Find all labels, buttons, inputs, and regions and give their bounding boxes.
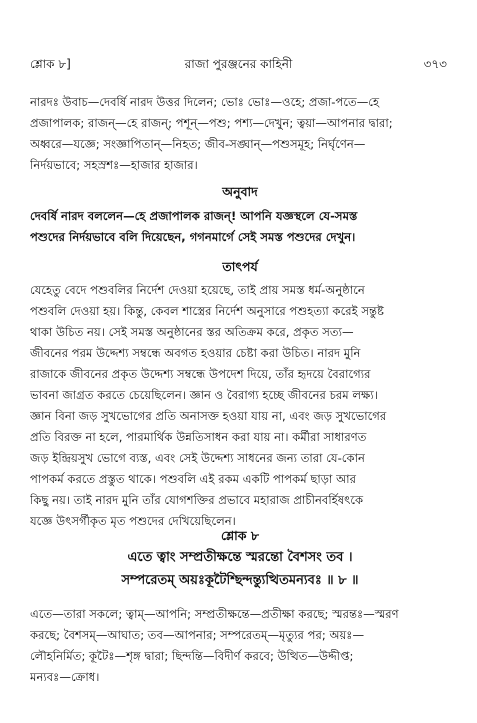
purport-line: জ্ঞান বিনা জড় সুখভোগের প্রতি অনাসক্ত হওয়া যায় না, এবং জড় সুখভোগের <box>30 409 387 423</box>
translation-line: পশুদের নির্দয়ভাবে বলি দিয়েছেন, গগনমার্গে সেই সমস্ত পশুদের দেখুন। <box>30 230 356 244</box>
purport-line: কিছু নয়। তাই নারদ মুনি তাঁর যোগশক্তির প্রভাবে মহারাজ প্রাচীনবর্হিষৎকে <box>30 493 364 507</box>
synonym-line: অধ্বরে—যজ্ঞে; সংজ্ঞাপিতান্—নিহত; জীব-সঙ্ঘান্—পশুসমূহ; নির্ঘৃণেন— <box>30 137 366 151</box>
verse-text <box>30 546 450 592</box>
synonyms-top <box>30 92 450 176</box>
purport-line: রাজাকে জীবনের প্রকৃত উদ্দেশ্য সম্বন্ধে উপদেশ দিয়ে, তাঁর হৃদয়ে বৈরাগ্যের <box>30 367 371 381</box>
synonym-line: করছে; বৈশসম্—আঘাত; তব—আপনার; সম্পরেতম্—মৃত্যুর পর; অয়ঃ— <box>30 628 365 642</box>
page-header <box>30 56 447 74</box>
synonym-line: লৌহনির্মিত; কূটৈঃ—শৃঙ্গ দ্বারা; ছিন্দন্তি—বিদীর্ণ করবে; উত্থিত—উদ্দীপ্ত; <box>30 649 354 663</box>
purport-text <box>30 280 450 532</box>
synonym-line: এতে—তারা সকলে; ত্বাম্—আপনি; সম্প্রতীক্ষন্তে—প্রতীক্ষা করছে; স্মরন্তঃ—স্মরণ <box>30 607 399 621</box>
verse-heading: শ্লোক ৮ <box>220 528 260 543</box>
translation-line: দেবর্ষি নারদ বললেন—হে প্রজাপালক রাজন্! আপনি যজ্ঞস্থলে যে-সমস্ত <box>30 209 358 223</box>
translation-text <box>30 206 450 248</box>
purport-line: জীবনের পরম উদ্দেশ্য সম্বন্ধে অবগত হওয়ার চেষ্টা করা উচিত। নারদ মুনি <box>30 346 361 360</box>
synonym-line: নির্দয়ভাবে; সহস্রশঃ—হাজার হাজার। <box>30 158 198 172</box>
translation-heading: অনুবাদ <box>222 184 258 199</box>
purport-line: ভাবনা জাগ্রত করতে চেয়েছিলেন। জ্ঞান ও বৈরাগ্য হচ্ছে জীবনের চরম লক্ষ্য। <box>30 388 378 402</box>
header-verse-ref: শ্লোক ৮] <box>30 57 71 71</box>
purport-line: জড় ইন্দ্রিয়সুখ ভোগে ব্যস্ত, এবং সেই উদ্দেশ্য সাধনের জন্য তারা যে-কোন <box>30 451 365 465</box>
header-page-number: ৩৭৩ <box>423 57 447 71</box>
header-chapter-title: রাজা পুরঞ্জনের কাহিনী <box>184 57 293 71</box>
purport-line: যজ্ঞে উৎসর্গীকৃত মৃত পশুদের দেখিয়েছিলেন। <box>30 514 236 528</box>
purport-line: পাপকর্ম করতে প্রস্তুত থাকে। পশুবলি এই রকম একটি পাপকর্ম ছাড়া আর <box>30 472 357 486</box>
synonym-line: মন্যবঃ—ক্রোধ। <box>30 670 100 684</box>
purport-line: যেহেতু বেদে পশুবলির নির্দেশ দেওয়া হয়েছে, তাই প্রায় সমস্ত ধর্ম-অনুষ্ঠানে <box>30 283 365 297</box>
purport-line: থাকা উচিত নয়। সেই সমস্ত অনুষ্ঠানের স্তর অতিক্রম করে, প্রকৃত সত্য— <box>30 325 354 339</box>
synonym-line: নারদঃ উবাচ—দেবর্ষি নারদ উত্তর দিলেন; ভোঃ ভোঃ—ওহে; প্রজা-পতে—হে <box>30 95 380 109</box>
purport-heading: তাৎপর্য <box>222 259 258 274</box>
verse-line: সম্পরেতম্ অয়ঃকূটৈশ্ছিন্দন্ত্যুত্থিতমন্যবঃ ॥ ৮ ॥ <box>121 573 359 588</box>
synonym-line: প্রজাপালক; রাজন্—হে রাজন্; পশূন্—পশু; পশ্য—দেখুন; ত্বয়া—আপনার দ্বারা; <box>30 116 393 130</box>
purport-line: পশুবলি দেওয়া হয়। কিন্তু, কেবল শাস্ত্রের নির্দেশ অনুসারে পশুহত্যা করেই সন্তুষ্ট <box>30 304 384 318</box>
verse-line: এতে ত্বাং সম্প্রতীক্ষন্তে স্মরন্তো বৈশসং তব । <box>127 550 353 565</box>
purport-line: প্রতি বিরক্ত না হলে, পারমার্থিক উন্নতিসাধন করা যায় না। কর্মীরা সাধারণত <box>30 430 367 444</box>
synonyms-bottom <box>30 604 450 688</box>
